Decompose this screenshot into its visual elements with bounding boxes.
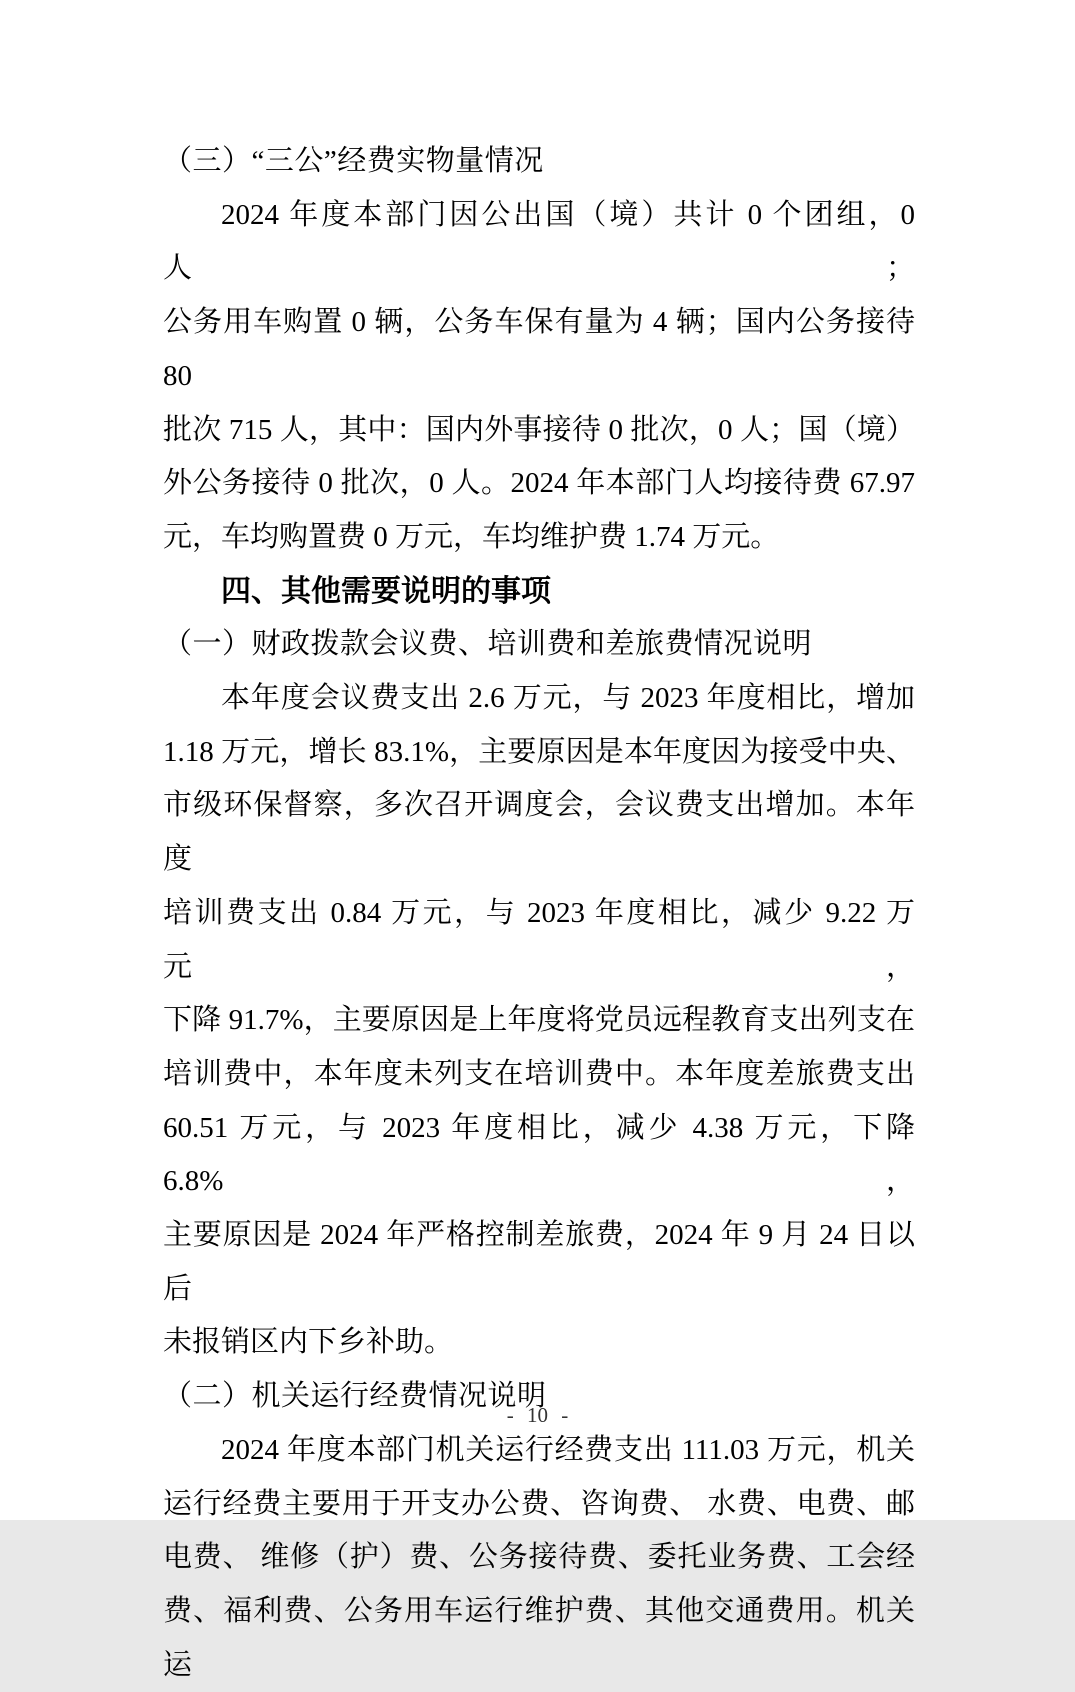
paragraph-line: 培训费中，本年度未列支在培训费中。本年度差旅费支出 <box>163 1057 915 1090</box>
paragraph-line: 60.51 万元，与 2023 年度相比，减少 4.38 万元，下降 6.8%， <box>163 1111 923 1198</box>
paragraph-line: 外公务接待 0 批次，0 人。2024 年本部门人均接待费 67.97 <box>163 467 915 500</box>
paragraph-line: 电费、 维修（护）费、公务接待费、委托业务费、工会经 <box>163 1541 915 1574</box>
paragraph-line: 运行经费主要用于开支办公费、咨询费、 水费、电费、邮 <box>163 1487 915 1520</box>
page-number: - 10 - <box>506 1403 569 1427</box>
paragraph-line: 公务用车购置 0 辆，公务车保有量为 4 辆；国内公务接待 80 <box>163 306 923 392</box>
paragraph-line: 元，车均购置费 0 万元，车均维护费 1.74 万元。 <box>163 520 780 553</box>
heading-subsection-1: （一）财政拨款会议费、培训费和差旅费情况说明 <box>163 628 813 661</box>
paragraph-line: 费、福利费、公务用车运行维护费、其他交通费用。机关运 <box>163 1594 915 1681</box>
heading-section-3: （三）“三公”经费实物量情况 <box>163 145 544 177</box>
paragraph-line: 批次 715 人，其中：国内外事接待 0 批次，0 人；国（境） <box>163 413 915 446</box>
document-body <box>163 135 923 1692</box>
paragraph-line: 本年度会议费支出 2.6 万元，与 2023 年度相比，增加 <box>221 682 915 715</box>
paragraph-line: 1.18 万元，增长 83.1%，主要原因是本年度因为接受中央、 <box>163 735 915 768</box>
paragraph-line: 市级环保督察，多次召开调度会，会议费支出增加。本年度 <box>163 789 915 876</box>
paragraph-line: 主要原因是 2024 年严格控制差旅费，2024 年 9 月 24 日以后 <box>163 1219 915 1305</box>
paragraph-line: 2024 年度本部门机关运行经费支出 111.03 万元，机关 <box>221 1433 915 1466</box>
heading-section-4: 四、其他需要说明的事项 <box>221 574 551 608</box>
paragraph-line: 2024 年度本部门因公出国（境）共计 0 个团组，0 人； <box>163 198 923 285</box>
paragraph-line: 未报销区内下乡补助。 <box>163 1326 454 1359</box>
paragraph-line: 下降 91.7%，主要原因是上年度将党员远程教育支出列支在 <box>163 1004 915 1037</box>
heading-subsection-2: （二）机关运行经费情况说明 <box>163 1380 547 1413</box>
paragraph-line: 培训费支出 0.84 万元，与 2023 年度相比，减少 9.22 万元， <box>163 896 915 983</box>
